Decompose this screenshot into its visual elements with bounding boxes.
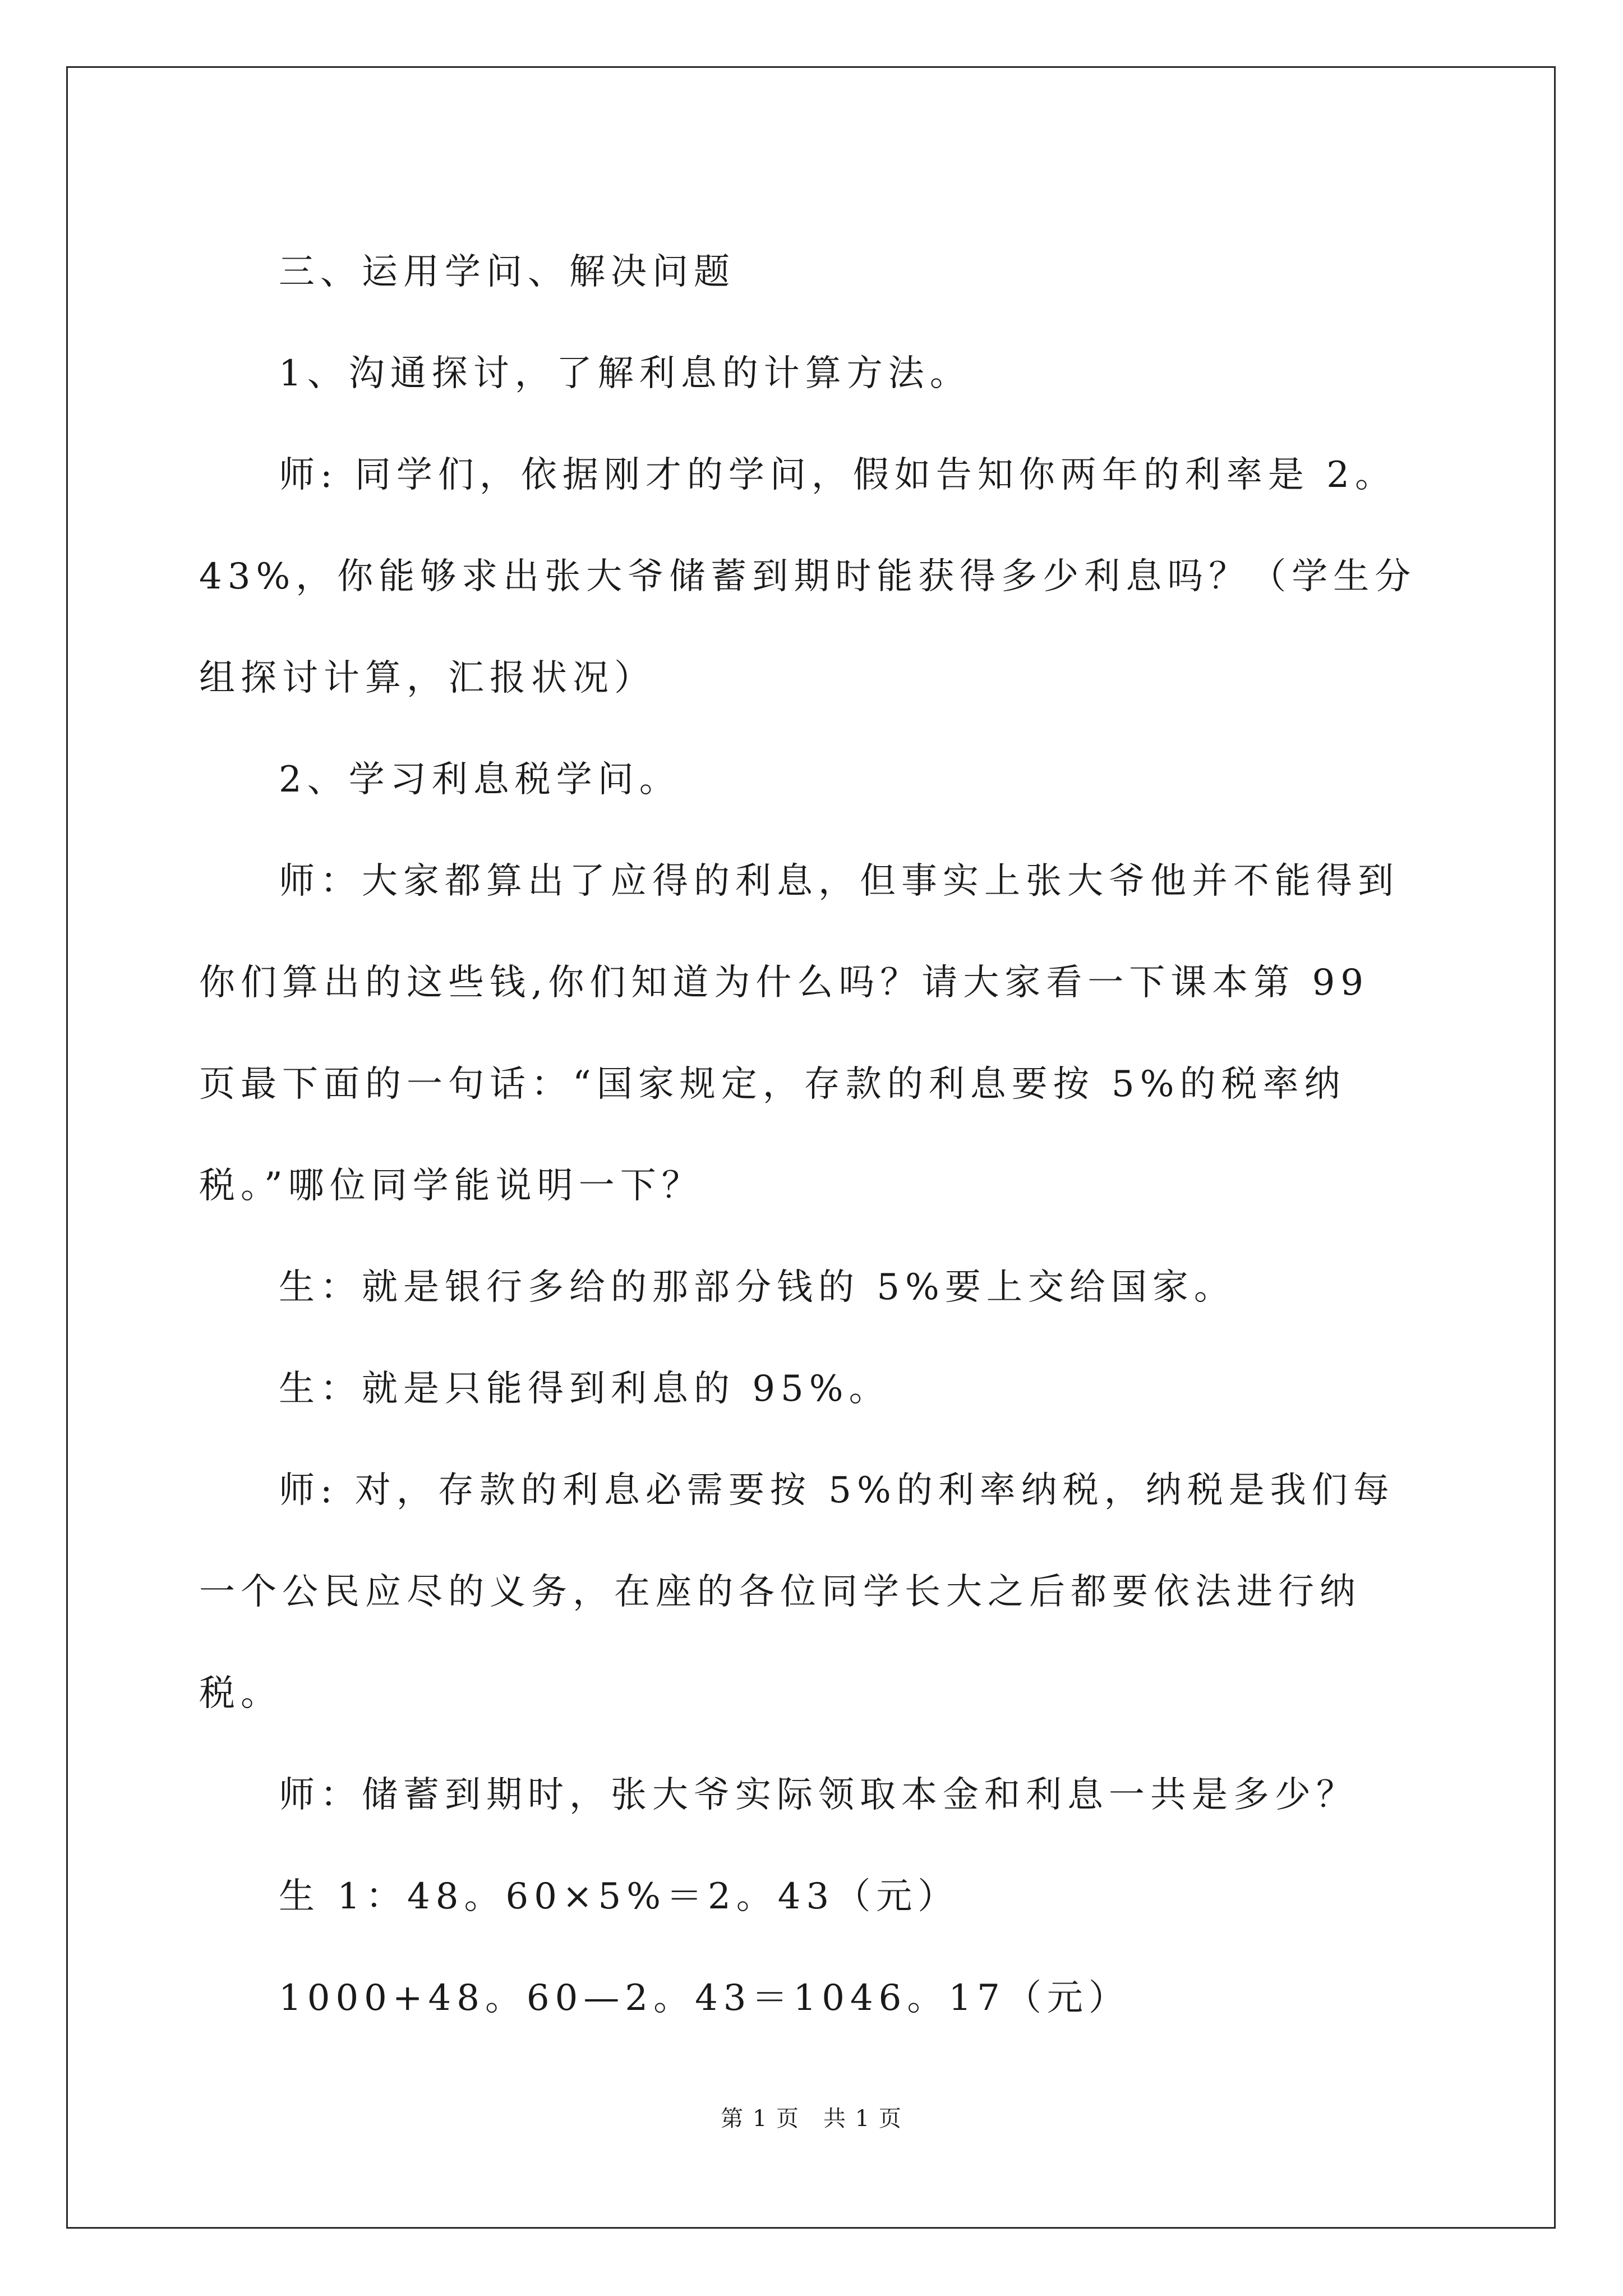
teacher-paragraph-4: 师：储蓄到期时，张大爷实际领取本金和利息一共是多少？: [279, 1774, 1358, 1816]
section-heading: 三、运用学问、解决问题: [279, 251, 735, 293]
student-calculation-1: 生 1：48。60×5%＝2。43（元）: [279, 1876, 960, 1917]
student-paragraph-1: 生：就是银行多给的那部分钱的 5%要上交给国家。: [279, 1267, 1235, 1308]
step-heading-1: 1、沟通探讨，了解利息的计算方法。: [279, 353, 971, 394]
student-paragraph-2: 生：就是只能得到利息的 95%。: [279, 1368, 891, 1410]
step-heading-2: 2、学习利息税学问。: [279, 759, 681, 800]
page-footer: 第 1 页 共 1 页: [721, 2106, 902, 2132]
teacher-paragraph-1: 师: 同学们，依据刚才的学问，假如告知你两年的利率是 2。43%，你能够求出张大爷储蓄到期时能获得多少利息吗？（学生分组探讨计算，汇报状况）: [199, 454, 1417, 699]
teacher-paragraph-2: 师：大家都算出了应得的利息，但事实上张大爷他并不能得到你们算出的这些钱,你们知道为什么吗？请大家看一下课本第 99 页最下面的一句话：“国家规定，存款的利息要按 5%的税率纳税。”哪位同学能说明一下？: [199, 861, 1399, 1207]
teacher-paragraph-3: 师: 对，存款的利息必需要按 5%的利率纳税，纳税是我们每一个公民应尽的义务，在座的各位同学长大之后都要依法进行纳税。: [199, 1470, 1395, 1714]
document-body: [199, 222, 1424, 2049]
calculation-line: 1000+48。60—2。43＝1046。17（元）: [279, 1977, 1130, 2019]
